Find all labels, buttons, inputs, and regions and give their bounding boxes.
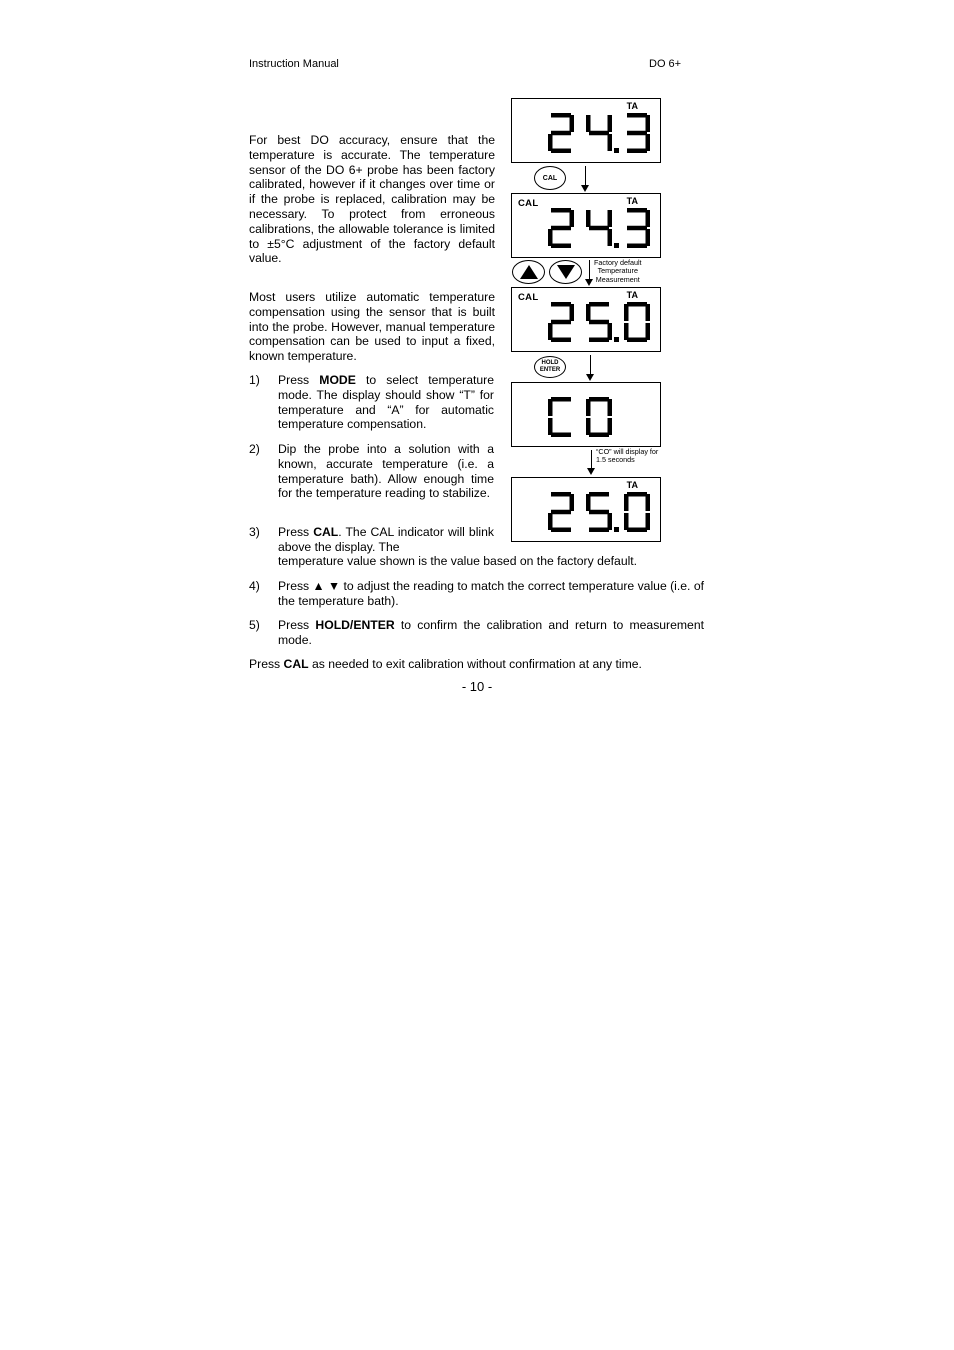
cal-indicator: CAL xyxy=(518,198,539,209)
step-number: 4) xyxy=(249,579,260,593)
step-text: Press CAL. The CAL indicator will blink above the display. The xyxy=(278,525,494,554)
arrow-1-head xyxy=(581,185,589,192)
cal-indicator: CAL xyxy=(518,292,539,303)
seven-segment-readout xyxy=(548,302,662,342)
step-text: Dip the probe into a solution with a known, accurate temperature (i.e. a temperature bath). Allow enough time for the temperature reading to stabilize. xyxy=(278,442,494,501)
step-text: temperature value shown is the value based on the factory default. xyxy=(278,554,638,568)
header-left: Instruction Manual xyxy=(249,58,339,70)
ta-indicator: TA xyxy=(626,290,638,300)
step-text: Press MODE to select temperature mode. The display should show “T” for temperature and “A” for automatic temperature compensation. xyxy=(278,373,494,432)
step-number: 2) xyxy=(249,442,260,456)
lcd-display-2 xyxy=(511,193,661,258)
header-right: DO 6+ xyxy=(649,58,682,70)
step-number: 1) xyxy=(249,373,260,387)
intro-paragraph-2: Most users utilize automatic temperature compensation using the sensor that is built into the probe. However, manual temperature compensation can be used to input a fixed, known temperature. xyxy=(249,290,495,364)
intro-paragraph-1: For best DO accuracy, ensure that the temperature is accurate. The temperature sensor of the DO 6+ probe has been factory calibrated, however if it changes over time or if the probe is replaced, calibration may be necessary. To protect from erroneous calibrations, the allowable tolerance is limited to ±5°C adjustment of the factory default value. xyxy=(249,133,495,266)
note-factory-default: Factory default Temperature Measurement xyxy=(594,258,642,284)
step-number: 5) xyxy=(249,618,260,632)
page-number: - 10 - xyxy=(461,679,493,694)
arrow-4-head xyxy=(587,468,595,475)
seven-segment-readout xyxy=(548,208,662,248)
arrow-4 xyxy=(591,450,592,469)
arrow-3-head xyxy=(586,374,594,381)
triangle-up-icon xyxy=(519,264,539,280)
arrow-1 xyxy=(585,166,586,186)
footer-note: Press CAL as needed to exit calibration without confirmation at any time. xyxy=(249,657,642,671)
seven-segment-readout xyxy=(548,397,624,437)
step-number: 3) xyxy=(249,525,260,539)
hold-enter-button: HOLD ENTER xyxy=(534,356,566,378)
triangle-down-icon xyxy=(556,264,576,280)
lcd-display-1 xyxy=(511,98,661,163)
arrow-3 xyxy=(590,355,591,375)
step-text: Press HOLD/ENTER to confirm the calibration and return to measurement mode. xyxy=(278,618,704,647)
lcd-display-4 xyxy=(511,382,661,447)
lcd-display-5 xyxy=(511,477,661,542)
cal-button: CAL xyxy=(534,166,566,190)
ta-indicator: TA xyxy=(626,196,638,206)
arrow-2-head xyxy=(585,279,593,286)
ta-indicator: TA xyxy=(626,101,638,111)
down-button xyxy=(549,260,582,284)
seven-segment-readout xyxy=(548,113,662,153)
seven-segment-readout xyxy=(548,492,662,532)
note-co-display: “CO” will display for 1.5 seconds xyxy=(596,447,659,465)
step-text: Press ▲ ▼ to adjust the reading to match the correct temperature value (i.e. of the temperature bath). xyxy=(278,579,704,608)
up-button xyxy=(512,260,545,284)
arrow-2 xyxy=(589,260,590,280)
lcd-display-3 xyxy=(511,287,661,352)
ta-indicator: TA xyxy=(626,480,638,490)
